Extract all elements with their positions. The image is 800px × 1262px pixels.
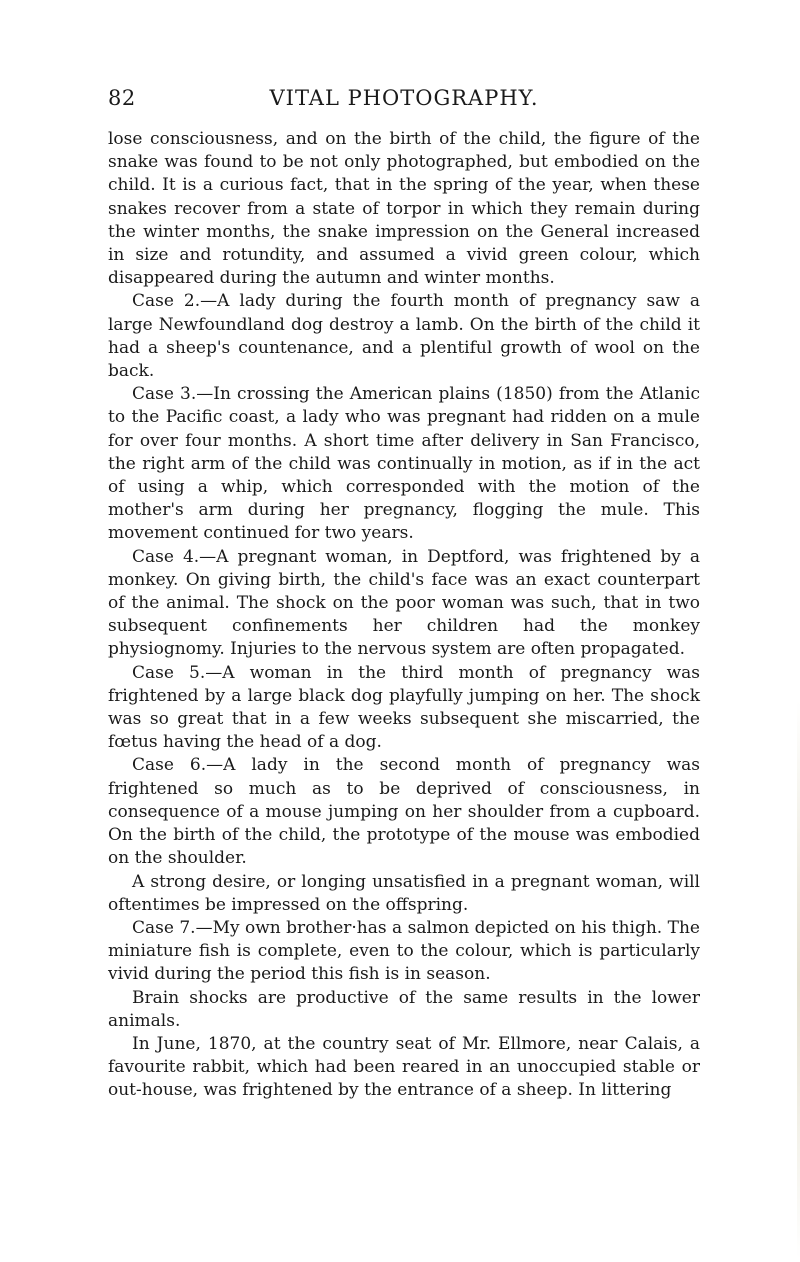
running-title: VITAL PHOTOGRAPHY.	[269, 86, 539, 110]
paragraph-brain-shocks: Brain shocks are productive of the same results in the lower animals.	[108, 987, 700, 1031]
paragraph-case-7: Case 7.—My own brother·has a salmon depicted on his thigh. The miniature fish is complete, even to the colour, which is particularly vivid during the period this fish is in season.	[108, 917, 700, 985]
paragraph-case-4: Case 4.—A pregnant woman, in Deptford, was frightened by a monkey. On giving birth, the child's face was an exact counterpart of the animal. The shock on the poor woman was such, that in two subsequent confinements her children had the monkey physiognomy. Injuries to the nervous system are often propagated.	[108, 546, 700, 660]
paragraph-case-6: Case 6.—A lady in the second month of pregnancy was frightened so much as to be deprived of consciousness, in consequence of a mouse jumping on her shoulder from a cupboard. On the birth of the child, the prototype of the mouse was embodied on the shoulder.	[108, 755, 700, 869]
page-header	[108, 86, 700, 116]
paragraph-case-3: Case 3.—In crossing the American plains (1850) from the Atlanic to the Pacific coast, a lady who was pregnant had ridden on a mule for over four months. A short time after delivery in San Francisco, the right arm of the child was continually in motion, as if in the act of using a whip, which corresponded with the motion of the mother's arm during her pregnancy, flogging the mule. This movement continued for two years.	[108, 384, 700, 544]
body-text	[108, 128, 700, 1103]
paragraph-rabbit: In June, 1870, at the country seat of Mr. Ellmore, near Calais, a favourite rabbit, which had been reared in an unoccupied stable or out-house, was frightened by the entrance of a sheep. In littering	[108, 1033, 700, 1101]
paragraph-case-5: Case 5.—A woman in the third month of pregnancy was frightened by a large black dog playfully jumping on her. The shock was so great that in a few weeks subsequent she miscarried, the fœtus having the head of a dog.	[108, 662, 700, 753]
page-number: 82	[108, 86, 136, 110]
paragraph-case-2: Case 2.—A lady during the fourth month of pregnancy saw a large Newfoundland dog destroy a lamb. On the birth of the child it had a sheep's countenance, and a plentiful growth of wool on the back.	[108, 291, 700, 382]
paragraph-longing: A strong desire, or longing unsatisfied in a pregnant woman, will oftentimes be impressed on the offspring.	[108, 871, 700, 915]
paragraph-continuation: lose consciousness, and on the birth of the child, the figure of the snake was found to be not only photographed, but embodied on the child. It is a curious fact, that in the spring of the year, when these snakes recover from a state of torpor in which they remain during the winter months, the snake impression on the General increased in size and rotundity, and assumed a vivid green colour, which disappeared during the autumn and winter months.	[108, 129, 700, 289]
